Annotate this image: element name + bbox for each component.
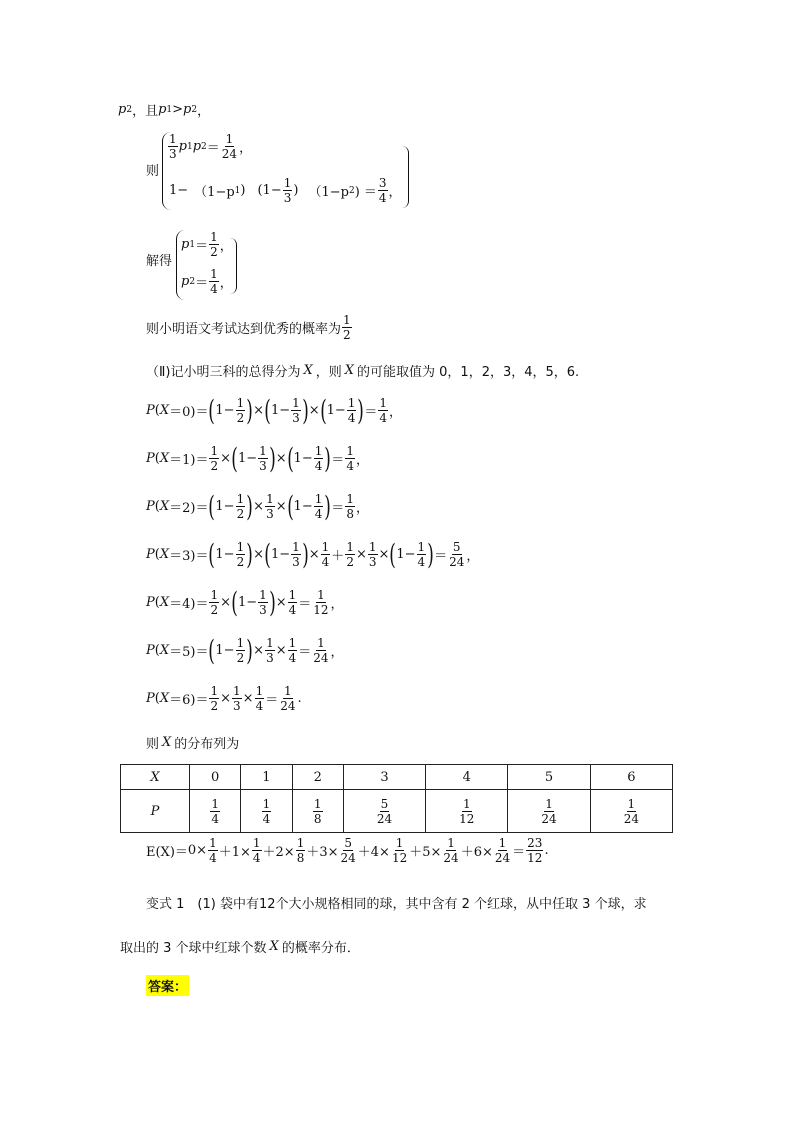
system1-row1: $\frac{1}{3}$ p 1 p 2 ＝ $\frac{1}{24}$ ，	[169, 132, 253, 161]
solve-label: 解得	[146, 254, 173, 269]
dist-intro: 则 X 的分布列为	[146, 735, 240, 752]
prob-line-4: P ( X ＝4)＝ $\frac{1}{2}$ × ( 1− $\frac{1}{3}$ ) × $\frac{1}{4}$ ＝ $\frac{1}{12}$ ，	[146, 585, 344, 619]
system1-row2: 1− （1−p 1 ) (1− $\frac{1}{3}$ ) （1−p 2 ) ＝ $\frac{3}{4}$ ，	[169, 176, 402, 205]
prob-line-3: P ( X ＝3)＝ ( 1− $\frac{1}{2}$ ) × ( 1− $\frac{1}{3}$ ) × $\frac{1}{4}$ ＋ $\frac{1}{2}$ × $\frac{1}{3}$ × ( 1− $\frac{1}{4}$ ) ＝ $\frac{5}{24}$ ，	[146, 537, 480, 571]
variant-line-2: 取出的 3 个球中红球个数 X 的概率分布．	[120, 939, 360, 956]
table-row-p: P $\frac{1}{4}$ $\frac{1}{4}$ $\frac{1}{8}$ $\frac{5}{24}$ $\frac{1}{12}$ $\frac{1}{24}$ $\frac{1}{24}$	[121, 790, 673, 833]
prob-line-5: P ( X ＝5)＝ ( 1− $\frac{1}{2}$ ) × $\frac{1}{3}$ × $\frac{1}{4}$ ＝ $\frac{1}{24}$ ，	[146, 633, 344, 667]
prefix-line: p 2 ，且 p 1 > p 2 ，	[118, 102, 211, 119]
distribution-table	[120, 764, 673, 833]
prob-line-0: P ( X ＝0)＝ ( 1− $\frac{1}{2}$ ) × ( 1− $\frac{1}{3}$ ) × ( 1− $\frac{1}{4}$ ) ＝ $\frac{1}{4}$ ，	[146, 393, 403, 427]
p2-symbol: p	[118, 102, 127, 117]
part2-line: （Ⅱ)记小明三科的总得分为 X ，则 X 的可能取值为 0，1，2，3，4，5，6.	[146, 363, 580, 380]
conclusion-line: 则小明语文考试达到优秀的概率为 $\frac{1}{2}$	[146, 313, 351, 342]
system1-right-brace	[402, 146, 409, 208]
prob-line-2: P ( X ＝2)＝ ( 1− $\frac{1}{2}$ ) × $\frac{1}{3}$ × ( 1− $\frac{1}{4}$ ) ＝ $\frac{1}{8}$ ，	[146, 489, 369, 523]
prob-line-1: P ( X ＝1)＝ $\frac{1}{2}$ × ( 1− $\frac{1}{3}$ ) × ( 1− $\frac{1}{4}$ ) ＝ $\frac{1}{4}$ ，	[146, 441, 369, 475]
table-row-x: X 0 1 2 3 4 5 6	[121, 765, 673, 790]
variant-line-1: 变式 1 (1) 袋中有12个大小规格相同的球，其中含有 2 个红球，从中任取 3 个球，求	[146, 897, 647, 912]
and-text: ，且	[132, 104, 159, 119]
expectation-line: E(X)＝ 0× $\frac{1}{4}$ ＋1× $\frac{1}{4}$ ＋2× $\frac{1}{8}$ ＋3× $\frac{5}{24}$ ＋4× $\frac{1}{12}$ ＋5× $\frac{1}{24}$ ＋6× $\frac{1}{24}$ ＝ $\frac{23}{12}$ .	[146, 836, 549, 865]
system1-label: 则	[146, 164, 160, 179]
answer-label: 答案：	[146, 975, 189, 996]
solve-row2: p 2 ＝ $\frac{1}{4}$ ，	[181, 267, 233, 296]
solve-row1: p 1 ＝ $\frac{1}{2}$ ，	[181, 230, 233, 259]
prob-line-6: P ( X ＝6)＝ $\frac{1}{2}$ × $\frac{1}{3}$ × $\frac{1}{4}$ ＝ $\frac{1}{24}$ .	[146, 684, 302, 713]
